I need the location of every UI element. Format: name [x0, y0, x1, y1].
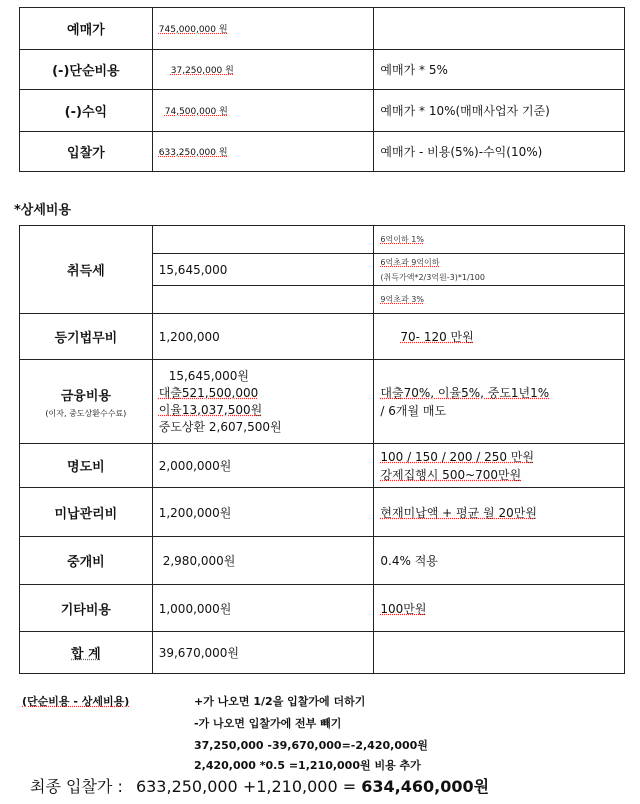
acq-tax-value: 15,645,000	[152, 254, 374, 286]
table-row	[20, 585, 625, 632]
etc-label: 기타비용	[20, 585, 153, 632]
fin-label: 금융비용	[60, 388, 111, 404]
fin-values: 15,645,000원 대출521,500,000 이율13,037,500원 중도상환 2,607,500원	[152, 360, 374, 444]
table-row	[20, 226, 625, 254]
notes-line-4: 2,420,000 *0.5 =1,210,000원 비용 추가	[194, 759, 421, 772]
total-value: 39,670,000원	[152, 632, 374, 674]
row-label: (-)수익	[20, 90, 153, 132]
notes-line-2: -가 나오면 입찰가에 전부 빼기	[194, 717, 342, 730]
final-bid	[30, 774, 489, 797]
evict-note: 100 / 150 / 200 / 250 만원 강제집행시 500~700만원	[374, 444, 625, 488]
table-row	[20, 488, 625, 537]
evict-value: 2,000,000원	[152, 444, 374, 488]
total-note	[374, 632, 625, 674]
row-note	[374, 8, 625, 50]
empty-cell	[152, 226, 374, 254]
notes-head: (단순비용 - 상세비용)	[22, 695, 130, 708]
row-value: 74,500,000 원	[152, 90, 374, 132]
fin-note: 대출70%, 이율5%, 중도1년1% / 6개월 매도	[374, 360, 625, 444]
row-note: 예매가 - 비용(5%)-수익(10%)	[374, 132, 625, 172]
broker-label: 중개비	[20, 537, 153, 585]
row-label: 입찰가	[20, 132, 153, 172]
final-label: 최종 입찰가 :	[30, 777, 123, 796]
notes-line-3: 37,250,000 -39,670,000=-2,420,000원	[194, 739, 428, 752]
row-note: 예매가 * 5%	[374, 50, 625, 90]
unpaid-note: 현재미납액 + 평균 월 20만원	[374, 488, 625, 537]
evict-label: 명도비	[20, 444, 153, 488]
acq-tax-label: 취득세	[20, 226, 153, 314]
table-row	[20, 8, 625, 50]
table-row	[20, 537, 625, 585]
reg-note: 70- 120 만원	[374, 314, 625, 360]
price-summary-table	[19, 7, 625, 172]
broker-value: 2,980,000원	[152, 537, 374, 585]
unpaid-value: 1,200,000원	[152, 488, 374, 537]
table-row	[20, 132, 625, 172]
table-row	[20, 444, 625, 488]
acq-note-3: 9억초과 3%	[374, 286, 625, 314]
acq-note-2: 6억초과 9억이하 (취득가액*2/3억원-3)*1/100	[374, 254, 625, 286]
row-value: 37,250,000 원	[152, 50, 374, 90]
table-row	[20, 90, 625, 132]
table-row	[20, 314, 625, 360]
row-label: (-)단순비용	[20, 50, 153, 90]
row-value: 633,250,000 원	[152, 132, 374, 172]
table-row	[20, 50, 625, 90]
table-row	[20, 632, 625, 674]
empty-cell	[152, 286, 374, 314]
total-label: 합 계	[20, 632, 153, 674]
table-row	[20, 360, 625, 444]
notes-line-1: +가 나오면 1/2을 입찰가에 더하기	[194, 695, 366, 708]
reg-label: 등기법무비	[20, 314, 153, 360]
etc-value: 1,000,000원	[152, 585, 374, 632]
section-title: *상세비용	[14, 203, 72, 218]
acq-note-1: 6억이하 1%	[374, 226, 625, 254]
final-result: 634,460,000원	[361, 777, 490, 796]
row-note: 예매가 * 10%(매매사업자 기준)	[374, 90, 625, 132]
detail-cost-table	[19, 225, 625, 674]
unpaid-label: 미납관리비	[20, 488, 153, 537]
fin-sublabel: (이자, 중도상환수수료)	[45, 408, 127, 418]
etc-note: 100만원	[374, 585, 625, 632]
fin-label-cell	[20, 360, 153, 444]
final-calc: 633,250,000 +1,210,000 =	[135, 777, 357, 796]
row-label: 예매가	[20, 8, 153, 50]
reg-value: 1,200,000	[152, 314, 374, 360]
row-value: 745,000,000 원	[152, 8, 374, 50]
broker-note: 0.4% 적용	[374, 537, 625, 585]
